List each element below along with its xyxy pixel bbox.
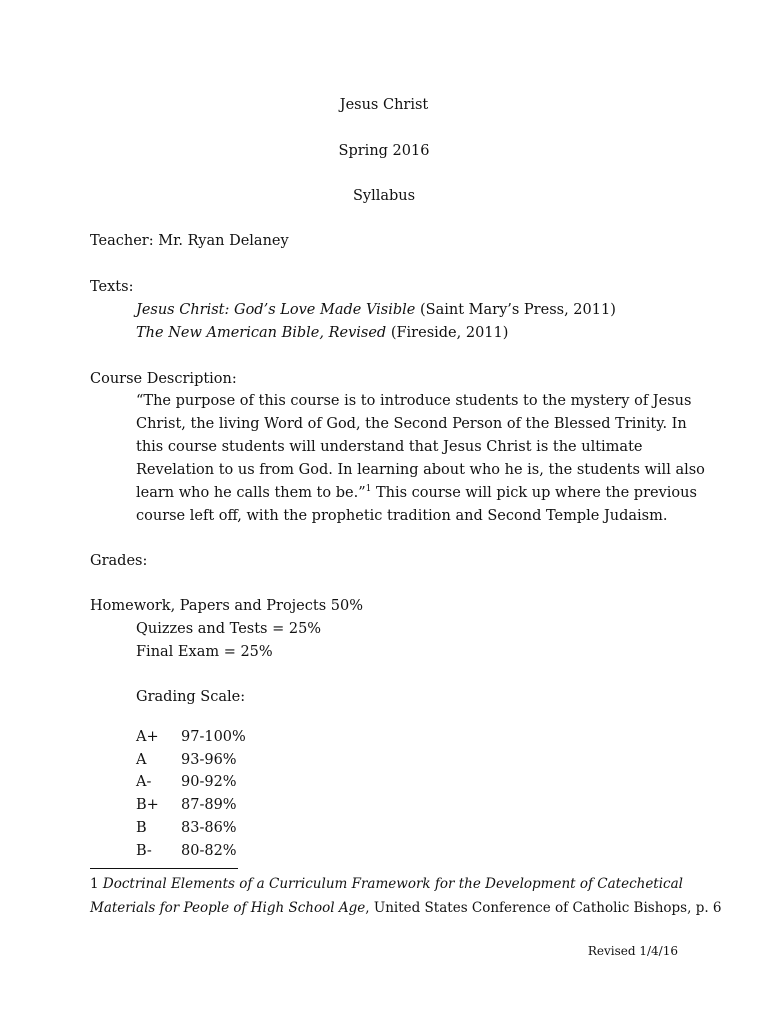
- description-line: course left off, with the prophetic tradition and Second Temple Judaism.: [136, 508, 668, 524]
- grade-range: 93-96%: [181, 752, 237, 768]
- description-line: [136, 485, 697, 501]
- grade-range: 87-89%: [181, 797, 237, 813]
- term: Spring 2016: [338, 143, 430, 159]
- grade-letter: A-: [136, 774, 152, 790]
- description-line: Christ, the living Word of God, the Second Person of the Blessed Trinity. In: [136, 416, 687, 432]
- grade-letter: A+: [136, 729, 159, 745]
- texts-label: Texts:: [90, 279, 134, 295]
- description-line: Revelation to us from God. In learning about who he is, the students will also: [136, 462, 705, 478]
- course-description-label: Course Description:: [90, 371, 237, 387]
- footnote-number: 1: [90, 876, 103, 892]
- footnote-title: Doctrinal Elements of a Curriculum Framework for the Development of Catechetical: [102, 876, 683, 892]
- text-title: Jesus Christ: God’s Love Made Visible: [136, 302, 416, 318]
- footnote-divider: [90, 868, 238, 869]
- document-type: Syllabus: [352, 188, 416, 204]
- footnote-reference: 1: [365, 484, 372, 495]
- footnote-line: [90, 876, 683, 892]
- grade-letter: B: [136, 820, 147, 836]
- footnote-title: Materials for People of High School Age: [90, 900, 366, 916]
- grade-range: 97-100%: [181, 729, 246, 745]
- grade-letter: B+: [136, 797, 159, 813]
- description-text: This course will pick up where the previous: [371, 485, 697, 501]
- grade-weight-quizzes: Quizzes and Tests = 25%: [136, 621, 322, 637]
- grades-label: Grades:: [90, 553, 148, 569]
- grade-weight-homework: Homework, Papers and Projects 50%: [90, 598, 363, 614]
- text-title: The New American Bible, Revised: [136, 325, 387, 341]
- grade-letter: B-: [136, 843, 152, 859]
- grade-range: 80-82%: [181, 843, 237, 859]
- course-title: Jesus Christ: [339, 97, 429, 113]
- footnote-source: , United States Conference of Catholic Bishops, p. 6: [365, 900, 722, 916]
- revision-date: Revised 1/4/16: [587, 944, 678, 958]
- text-publisher: (Saint Mary’s Press, 2011): [415, 302, 616, 318]
- teacher-line: Teacher: Mr. Ryan Delaney: [90, 233, 289, 249]
- grade-range: 83-86%: [181, 820, 237, 836]
- text-item: [136, 302, 616, 318]
- text-item: [136, 325, 508, 341]
- grade-weight-final: Final Exam = 25%: [136, 644, 273, 660]
- text-publisher: (Fireside, 2011): [386, 325, 509, 341]
- description-line: this course students will understand that Jesus Christ is the ultimate: [136, 439, 643, 455]
- description-line: “The purpose of this course is to introduce students to the mystery of Jesus: [136, 393, 692, 409]
- description-text: learn who he calls them to be.”: [136, 485, 366, 501]
- grade-letter: A: [136, 752, 147, 768]
- grade-range: 90-92%: [181, 774, 237, 790]
- footnote-line: [90, 900, 722, 916]
- grading-scale-label: Grading Scale:: [136, 689, 246, 705]
